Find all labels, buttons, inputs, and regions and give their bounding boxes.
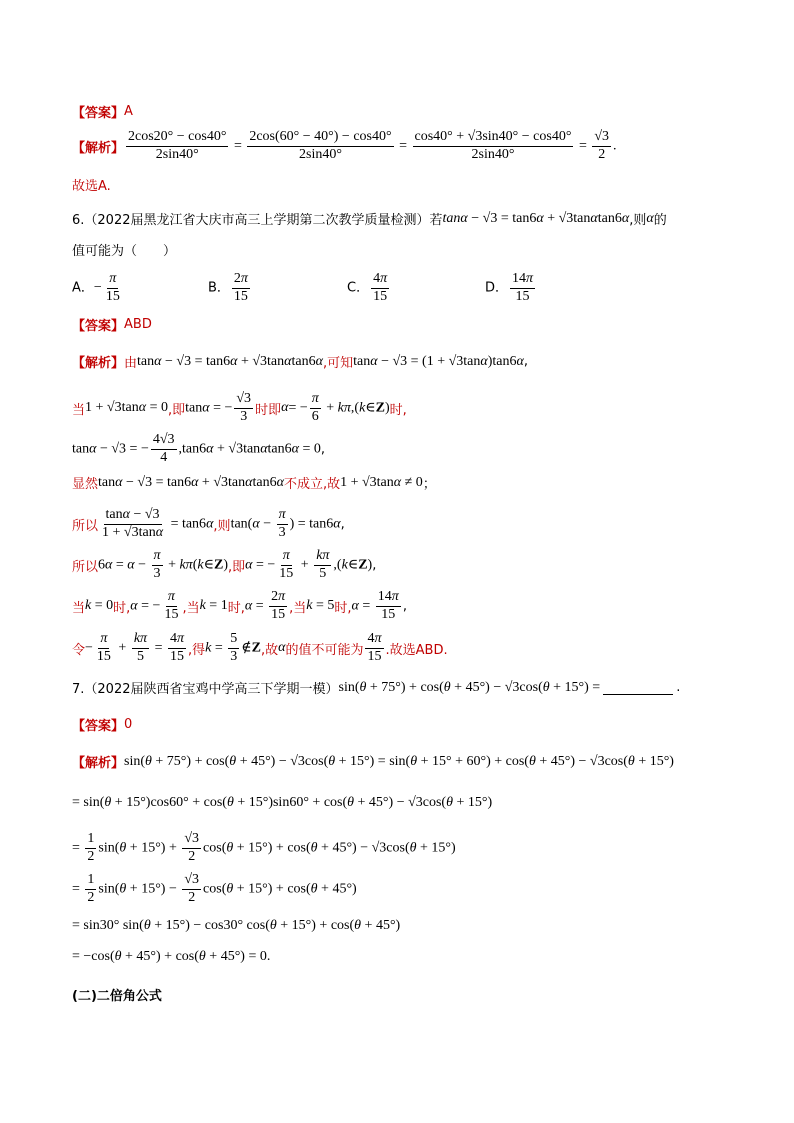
q7-step-5: = sin30° sin(θ + 15°) − cos30° cos(θ + 15°) + cos(θ + 45°): [72, 918, 401, 933]
q6-step-8: 令 − $\frac{\pi}{15}$ + $\frac{k\pi}{5}$ = $\frac{4\pi}{15}$ ,得 k = $\frac{5}{3}$ ∉Z ,故 α 的值不可能为 $\frac{4\pi}{15}$ .故选ABD.: [72, 631, 448, 664]
q6-step-4: 显然 tanα − √3 = tan6α + √3tanαtan6α 不成立,故 1 + √3tanα ≠ 0 ；: [72, 474, 436, 492]
q6-step-5: 所以 $\frac{\tan\alpha - √3}{1 + √3\tan\alpha}$ = tan6α ,则 tan(α − $\frac{\pi}{3}$ ) = tan6α ,: [72, 507, 345, 540]
q6-answer-line: 【答案】 ABD: [72, 317, 152, 334]
q7-step-4: = $\frac{1}{2}$ sin(θ + 15°) − $\frac{√3}{2}$ cos(θ + 15°) + cos(θ + 45°): [72, 872, 357, 905]
q5-answer: A: [124, 104, 133, 119]
answer-label: 【答案】: [72, 106, 125, 121]
q7-step-1: 【解析】 sin(θ + 75°) + cos(θ + 45°) − √3cos(θ + 15°) = sin(θ + 15° + 60°) + cos(θ + 45°) − √3cos(θ + 15°): [72, 753, 674, 771]
q6-option-d: D． $\frac{14\pi}{15}$: [485, 271, 534, 304]
q6-stem: 6.（2022届黑龙江省大庆市高三上学期第二次教学质量检测）若 tanα − √3 = tan6α + √3tanαtan6α ,则 α 的: [72, 210, 667, 228]
q7-stem: 7.（2022届陕西省宝鸡中学高三下学期一模） sin(θ + 75°) + cos(θ + 45°) − √3cos(θ + 15°) = .: [72, 679, 681, 697]
q6-step-7: 当 k = 0 时, α = − $\frac{\pi}{15}$ ,当 k = 1 时, α = $\frac{2\pi}{15}$ ,当 k = 5 时, α = $\frac{14\pi}{15}$ ,: [72, 589, 407, 622]
q5-analysis-math: $\frac{2\cos 20^\circ - \cos 40^\circ}{2\sin 40^\circ}$ = $\frac{2\cos(60^\circ - 40^\circ) - \cos 40^\circ}{2\sin 40^\circ}$ = $\frac{\cos 40^\circ + √3\sin 40^\circ - \cos 40^\circ}{2\sin 40^\circ}$ = $\frac{√3}{2}$ .: [128, 129, 617, 162]
q6-step-6: 所以 6α = α − $\frac{\pi}{3}$ + kπ(k∈Z) ,即 α = − $\frac{\pi}{15}$ + $\frac{k\pi}{5}$ ,(k∈Z) ,: [72, 548, 377, 581]
q6-option-b: B． $\frac{2\pi}{15}$: [208, 271, 248, 304]
q7-answer: 0: [124, 717, 133, 732]
q6-step-2: 当 1 + √3tanα = 0 ,即 tanα = − $\frac{√3}{3}$ 时即 α = − $\frac{\pi}{6}$ + kπ,(k∈Z) 时,: [72, 391, 407, 424]
q6-step-1: 【解析】 由 tanα − √3 = tan6α + √3tanαtan6α ,可知 tanα − √3 = (1 + √3tanα)tan6α ,: [72, 353, 529, 371]
q5-answer-line: [72, 102, 133, 121]
q6-stem2: 值可能为（ ）: [72, 244, 177, 259]
q7-step-2: = sin(θ + 15°)cos60° + cos(θ + 15°)sin60° + cos(θ + 45°) − √3cos(θ + 15°): [72, 795, 493, 810]
q6-option-c: C． $\frac{4\pi}{15}$: [347, 271, 388, 304]
analysis-label: 【解析】: [72, 140, 125, 156]
q6-step-3: tanα − √3 = − $\frac{4√3}{4}$ ,tan6α + √3tanαtan6α = 0 ,: [72, 432, 326, 465]
q7-answer-line: 【答案】 0: [72, 717, 133, 734]
q5-analysis-line: [72, 130, 617, 162]
section-heading: (二)二倍角公式: [72, 989, 162, 1004]
q6-answer: ABD: [124, 317, 152, 332]
q7-step-6: = −cos(θ + 45°) + cos(θ + 45°) = 0.: [72, 949, 271, 964]
q5-conclusion: 故选A.: [72, 179, 111, 194]
q6-option-a: A．− $\frac{\pi}{15}$: [72, 271, 120, 304]
q7-step-3: = $\frac{1}{2}$ sin(θ + 15°) + $\frac{√3}{2}$ cos(θ + 15°) + cos(θ + 45°) − √3cos(θ + 15°): [72, 831, 456, 864]
